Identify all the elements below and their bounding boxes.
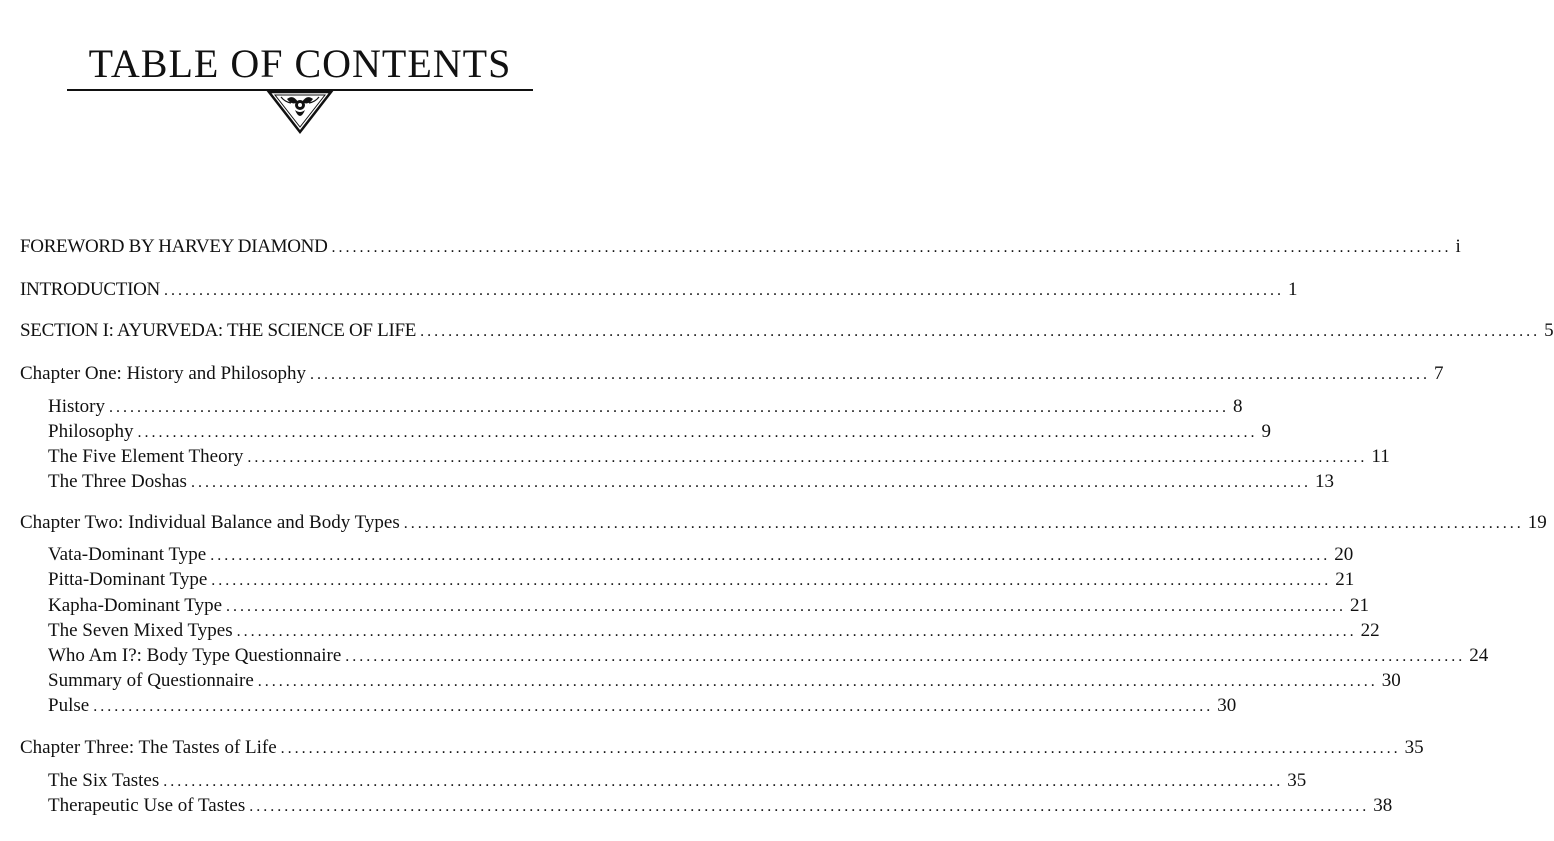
toc-entry-page: i xyxy=(1455,236,1461,257)
dot-leader: ................................................................................................................................................................ xyxy=(211,572,1332,589)
toc-entry-label: History xyxy=(48,396,105,417)
toc-entry-page: 20 xyxy=(1334,544,1354,565)
toc-entry-label: The Seven Mixed Types xyxy=(48,620,233,641)
toc-entry-section-1[interactable] xyxy=(20,320,1554,343)
toc-entry-summary-of-questionnaire[interactable] xyxy=(48,670,1401,693)
dot-leader: ................................................................................................................................................................ xyxy=(331,239,1452,256)
toc-entry-chapter-2[interactable] xyxy=(20,512,1547,535)
dot-leader: ................................................................................................................................................................ xyxy=(345,648,1466,665)
toc-entry-pulse[interactable] xyxy=(48,695,1237,718)
page-title: TABLE OF CONTENTS xyxy=(88,41,512,86)
dot-leader: ................................................................................................................................................................ xyxy=(280,740,1401,757)
dot-leader: ................................................................................................................................................................ xyxy=(163,282,1284,299)
toc-entry-page: 19 xyxy=(1527,512,1547,533)
dot-leader: ................................................................................................................................................................ xyxy=(93,698,1214,715)
toc-entry-page: 24 xyxy=(1469,645,1489,666)
toc-entry-page: 11 xyxy=(1371,446,1390,467)
dot-leader: ................................................................................................................................................................ xyxy=(210,547,1331,564)
toc-entry-label: Kapha-Dominant Type xyxy=(48,595,223,616)
toc-entry-therapeutic-use-of-tastes[interactable] xyxy=(48,795,1393,818)
toc-entry-page: 38 xyxy=(1373,795,1393,816)
toc-entry-label: Who Am I?: Body Type Questionnaire xyxy=(48,645,342,666)
toc-entry-page: 21 xyxy=(1335,569,1355,590)
toc-entry-label: Therapeutic Use of Tastes xyxy=(48,795,246,816)
toc-entry-introduction[interactable] xyxy=(20,279,1298,302)
toc-entry-label: Chapter One: History and Philosophy xyxy=(20,363,307,384)
toc-entry-page: 7 xyxy=(1434,363,1444,384)
toc-entry-label: The Six Tastes xyxy=(48,770,160,791)
toc-entry-seven-mixed-types[interactable] xyxy=(48,620,1380,643)
toc-entry-label: Chapter Three: The Tastes of Life xyxy=(20,737,277,758)
toc-entry-history[interactable] xyxy=(48,396,1243,419)
toc-entry-page: 1 xyxy=(1287,279,1298,300)
dot-leader: ................................................................................................................................................................ xyxy=(236,623,1357,640)
toc-entry-label: The Five Element Theory xyxy=(48,446,244,467)
toc-entry-chapter-3[interactable] xyxy=(20,737,1424,760)
toc-entry-label: Philosophy xyxy=(48,421,134,442)
toc-entry-label: The Three Doshas xyxy=(48,471,187,492)
toc-entry-three-doshas[interactable] xyxy=(48,471,1334,494)
toc-entry-label: Vata-Dominant Type xyxy=(48,544,207,565)
toc-entry-page: 9 xyxy=(1261,421,1272,442)
dot-leader: ................................................................................................................................................................ xyxy=(190,474,1311,491)
dot-leader: ................................................................................................................................................................ xyxy=(249,798,1370,815)
toc-entry-page: 30 xyxy=(1217,695,1237,716)
toc-entry-page: 35 xyxy=(1287,770,1307,791)
toc-entry-page: 5 xyxy=(1544,320,1554,341)
toc-entry-foreword[interactable] xyxy=(20,236,1461,259)
toc-entry-kapha-dominant-type[interactable] xyxy=(48,595,1370,618)
toc-entry-page: 8 xyxy=(1233,396,1243,417)
toc-entry-vata-dominant-type[interactable] xyxy=(48,544,1354,567)
dot-leader: ................................................................................................................................................................ xyxy=(137,424,1258,441)
dot-leader: ................................................................................................................................................................ xyxy=(310,366,1431,383)
toc-entry-label: Summary of Questionnaire xyxy=(48,670,254,691)
dot-leader: ................................................................................................................................................................ xyxy=(420,323,1541,340)
toc-entry-page: 13 xyxy=(1314,471,1334,492)
toc-entry-page: 21 xyxy=(1350,595,1370,616)
toc-entry-philosophy[interactable] xyxy=(48,421,1272,444)
dot-leader: ................................................................................................................................................................ xyxy=(226,598,1347,615)
dot-leader: ................................................................................................................................................................ xyxy=(163,773,1284,790)
dot-leader: ................................................................................................................................................................ xyxy=(247,449,1368,466)
toc-entry-page: 30 xyxy=(1381,670,1401,691)
toc-entry-six-tastes[interactable] xyxy=(48,770,1307,793)
toc-entry-label: SECTION I: AYURVEDA: THE SCIENCE OF LIFE xyxy=(20,320,417,341)
toc-entry-label: Chapter Two: Individual Balance and Body Types xyxy=(20,512,400,533)
toc-entry-body-type-questionnaire[interactable] xyxy=(48,645,1489,668)
toc-entry-label: FOREWORD BY HARVEY DIAMOND xyxy=(20,236,328,257)
toc-entry-five-element-theory[interactable] xyxy=(48,446,1390,469)
toc-entry-page: 35 xyxy=(1404,737,1424,758)
toc-entry-chapter-1[interactable] xyxy=(20,363,1444,386)
dot-leader: ................................................................................................................................................................ xyxy=(257,673,1378,690)
dot-leader: ................................................................................................................................................................ xyxy=(109,399,1229,416)
dot-leader: ................................................................................................................................................................ xyxy=(403,515,1524,532)
toc-entry-pitta-dominant-type[interactable] xyxy=(48,569,1355,592)
toc-entry-page: 22 xyxy=(1360,620,1380,641)
toc-entry-label: INTRODUCTION xyxy=(20,279,160,300)
toc-entry-label: Pitta-Dominant Type xyxy=(48,569,208,590)
toc-entry-label: Pulse xyxy=(48,695,90,716)
